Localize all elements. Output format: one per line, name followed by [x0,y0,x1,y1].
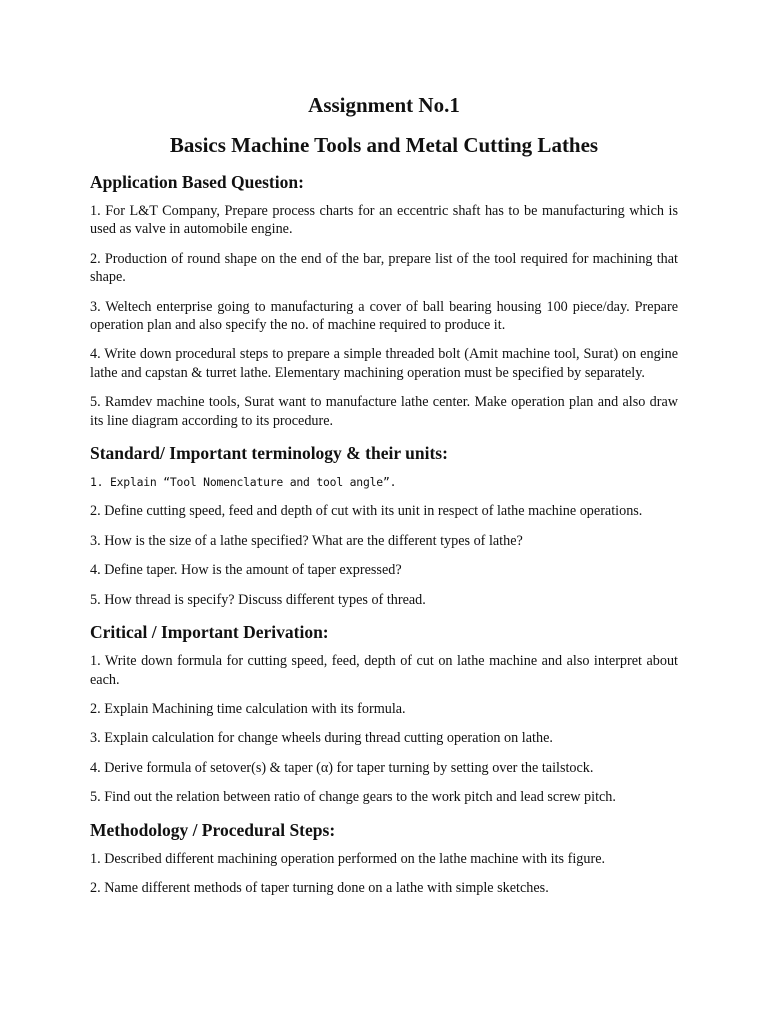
question-item: 3. Explain calculation for change wheels during thread cutting operation on lathe. [90,730,553,747]
document-page [90,90,678,908]
question-item: 1. Described different machining operation performed on the lathe machine with its figure. [90,850,606,867]
question-item: 3. How is the size of a lathe specified? What are the different types of lathe? [90,532,523,549]
question-item: 5. Find out the relation between ratio of change gears to the work pitch and lead screw pitch. [90,789,616,806]
question-item: 1. Write down formula for cutting speed, feed, depth of cut on lathe machine and also interpret about each. [90,653,678,688]
question-item: 1. For L&T Company, Prepare process charts for an eccentric shaft has to be manufacturing which is used as valve in automobile engine. [90,203,678,238]
assignment-subtitle: Basics Machine Tools and Metal Cutting Lathes [169,133,599,157]
question-item: 2. Explain Machining time calculation with its formula. [90,700,406,717]
section-derivation [90,620,678,806]
question-item: 5. Ramdev machine tools, Surat want to manufacture lathe center. Make operation plan and also draw its line diagram according to its procedure. [90,394,678,429]
section-heading: Critical / Important Derivation: [90,622,329,643]
section-heading: Application Based Question: [90,172,304,192]
assignment-title: Assignment No.1 [308,93,460,117]
question-item: 3. Weltech enterprise going to manufacturing a cover of ball bearing housing 100 piece/day. Prepare operation plan and also specify the no. of machine required to produce it. [90,298,678,334]
question-item: 4. Derive formula of setover(s) & taper (α) for taper turning by setting over the tailstock. [90,759,594,776]
section-application-based [90,170,678,430]
question-item: 2. Production of round shape on the end of the bar, prepare list of the tool required for machining that shape. [90,250,678,286]
question-item: 5. How thread is specify? Discuss different types of thread. [90,591,426,608]
section-heading: Methodology / Procedural Steps: [90,819,336,840]
question-item: 4. Write down procedural steps to prepare a simple threaded bolt (Amit machine tool, Surat) on engine lathe and capstan & turret lathe. Elementary machining operation must be specified by separately. [90,346,678,381]
question-item: 4. Define taper. How is the amount of taper expressed? [90,562,402,579]
section-heading: Standard/ Important terminology & their units: [90,443,448,464]
question-item: 2. Define cutting speed, feed and depth of cut with its unit in respect of lathe machine operations. [90,503,643,520]
question-item: 1. Explain “Tool Nomenclature and tool angle”. [90,475,397,490]
section-methodology [90,818,678,898]
question-item: 2. Name different methods of taper turning done on a lathe with simple sketches. [90,879,549,896]
section-terminology [90,441,678,609]
